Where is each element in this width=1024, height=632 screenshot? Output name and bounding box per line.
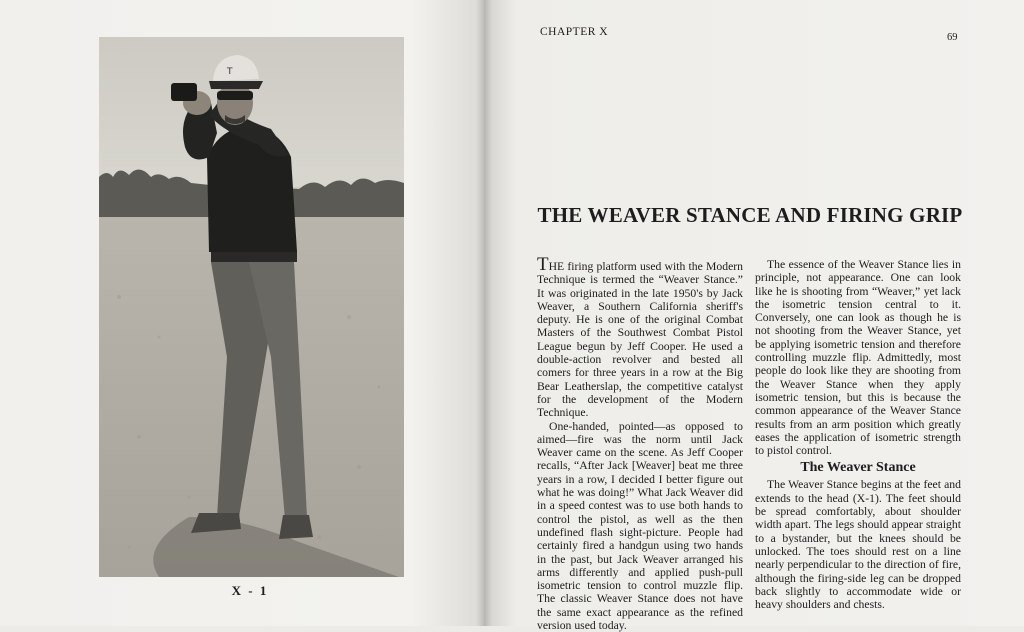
svg-text:T: T [227, 67, 233, 77]
figure-photo [99, 37, 404, 577]
running-head: CHAPTER X [540, 26, 609, 38]
paragraph-4: The Weaver Stance begins at the feet and extends to the head (X-1). The feet should be spread comfortably, about shoulder width apart. The legs should appear straight to a bystander, but the knees should be unlocked. The toes should rest on a line nearly perpendicular to the direction of fire, although the firing-side leg can be dropped back slightly to accommodate wide or heavy shoulders and chests. [755, 478, 961, 612]
shooter-photo-illustration [99, 37, 404, 577]
paragraph-1 [537, 254, 743, 420]
paragraph-2: One-handed, pointed—as opposed to aimed—fire was the norm until Jack Weaver came on the scene. As Jeff Cooper recalls, “After Jack [Weaver] beat me three years in a row, I decided I better figure out what he was doing!” What Jack Weaver did in a speed contest was to use both hands to control the pistol, as well as the then undefined flash sight-picture. People had certainly fired a handgun using two hands in the past, but Jack Weaver arranged his arms differently and applied push-pull isometric tension to control muzzle flip. The classic Weaver Stance does not have the same exact appearance as the refined version used today. [537, 419, 743, 632]
book-gutter [476, 0, 492, 626]
figure-caption: X - 1 [231, 583, 269, 598]
page-number: 69 [947, 32, 958, 43]
section-subheading: The Weaver Stance [800, 460, 916, 476]
text-column-right [755, 258, 961, 611]
paragraph-1-text: HE firing platform used with the Modern Technique is termed the “Weaver Stance.” It was originated in the late 1950's by Jack Weaver, a Southern California sheriff's deputy. He is one of the original Combat Masters of the Southwest Combat Pistol League begun by Jeff Cooper. He used a double-action revolver and bested all comers for three years in a row at the Big Bear Leatherslap, the competitive catalyst for the development of the Modern Technique. [537, 260, 743, 420]
text-column-left [537, 254, 743, 632]
dropcap: T [537, 254, 549, 275]
chapter-title: THE WEAVER STANCE AND FIRING GRIP [537, 203, 963, 227]
paragraph-3: The essence of the Weaver Stance lies in principle, not appearance. One can look like he is shooting from “Weaver,” yet lack the isometric tension central to it. Conversely, one can look as though he is not shooting from the Weaver Stance, yet be applying isometric tension and therefore controlling muzzle flip. Admittedly, most people do look like they are shooting from the Weaver Stance when they apply isometric tension, but this is because the common appearance of the Weaver Stance results from an arm position which greatly eases the application of isometric strength to pistol control. [755, 258, 961, 458]
